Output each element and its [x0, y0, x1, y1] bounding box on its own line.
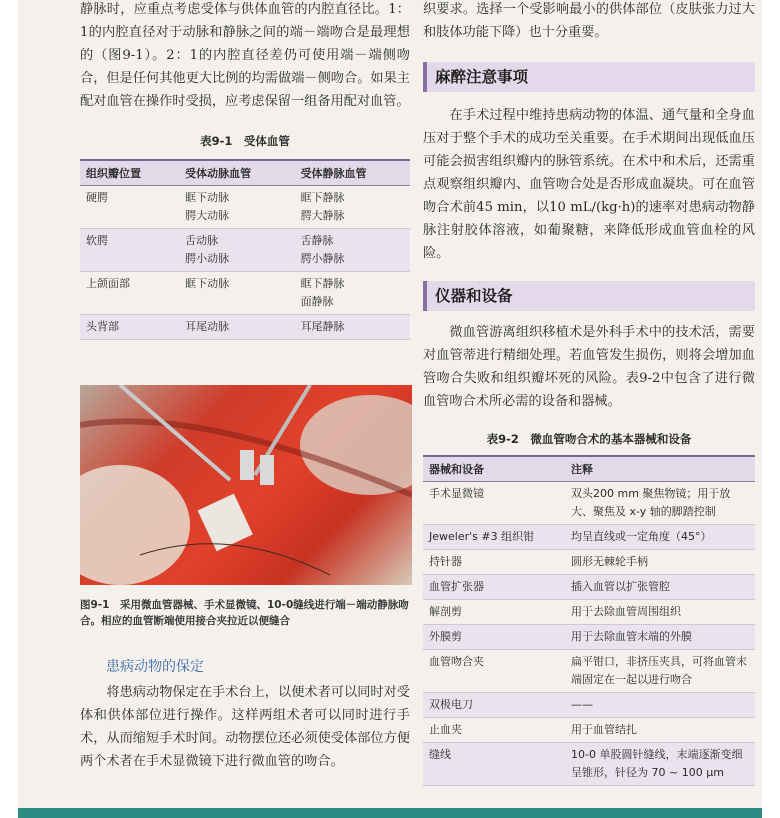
table-row: [423, 482, 755, 525]
cell-item: 血管扩张器: [423, 575, 565, 600]
cell-item: 双极电刀: [423, 693, 565, 718]
footer-strip: [18, 808, 762, 818]
recipient-vessel-table: [80, 159, 410, 340]
right-top-paragraph: 织要求。选择一个受影响最小的供体部位（皮肤张力过大和肢体功能下降）也十分重要。: [423, 2, 755, 40]
cell-vein: [295, 229, 410, 272]
table-row: [423, 525, 755, 550]
cell-item: 外膜剪: [423, 625, 565, 650]
section-anesthesia-title: 麻醉注意事项: [423, 62, 755, 92]
vein-name: 腭小静脉: [300, 252, 345, 265]
vein-name: 面静脉: [300, 295, 334, 308]
cell-item: 缝线: [423, 743, 565, 786]
figure-9-1-caption: 图9-1 采用微血管器械、手术显微镜、10-0缝线进行端－端动静脉吻合。相应的血管断端使用接合夹拉近以便缝合: [80, 599, 409, 627]
cell-vein: [295, 272, 410, 315]
anesthesia-paragraph: 在手术过程中维持患病动物的体温、通气量和全身血压对于整个手术的成功至关重要。在手术期间出现低血压可能会损害组织瓣内的脉管系统。在术中和术后，还需重点观察组织瓣内、血管吻合处是否形成血凝块。可在血管吻合术前45 min，以10 mL/(kg·h)的速率对患病动物静脉注射胶体溶液，如葡聚糖，来降低形成血管血栓的风险。: [423, 108, 755, 261]
artery-name: 腭大动脉: [185, 209, 230, 222]
artery-name: 眶下动脉: [185, 277, 230, 290]
col-header-vein: 受体静脉血管: [295, 160, 410, 186]
cell-note: 用于去除血管周围组织: [565, 600, 755, 625]
cell-item: Jeweler's #3 组织钳: [423, 525, 565, 550]
cell-item: 解剖剪: [423, 600, 565, 625]
positioning-paragraph: 将患病动物保定在手术台上，以便术者可以同时对受体和供体部位进行操作。这样两组术者可以同时进行手术，从而缩短手术时间。动物摆位还必须使受体部位方便两个术者在手术显微镜下进行微血管的吻合。: [80, 685, 410, 769]
intro-paragraph: 静脉时，应重点考虑受体与供体血管的内腔直径比。1：1的内腔直径对于动脉和静脉之间的端－端吻合是最理想的（图9-1）。2：1的内腔直径差仍可使用端－端侧吻合，但是任何其他更大比例的均需做端－侧吻合。如果主配对血管在操作时受损，应考虑保留一组备用配对血管。: [80, 2, 410, 109]
artery-name: 腭小动脉: [185, 252, 230, 265]
surgery-photo: [80, 385, 412, 585]
vein-name: 舌静脉: [300, 234, 334, 247]
table-row: [423, 743, 755, 786]
col-header-site: 组织瓣位置: [80, 160, 179, 186]
vein-name: 腭大静脉: [300, 209, 345, 222]
cell-item: 持针器: [423, 550, 565, 575]
table-9-2-title: 表9-2 微血管吻合术的基本器械和设备: [486, 432, 692, 446]
table-row: [423, 650, 755, 693]
cell-artery: [179, 315, 294, 340]
table-row: [80, 229, 410, 272]
cell-note: 插入血管以扩张管腔: [565, 575, 755, 600]
artery-name: 眶下动脉: [185, 191, 230, 204]
cell-item: 手术显微镜: [423, 482, 565, 525]
table-row: [80, 186, 410, 229]
cell-site: 头背部: [80, 315, 179, 340]
cell-item: 止血夹: [423, 718, 565, 743]
cell-artery: [179, 272, 294, 315]
cell-artery: [179, 229, 294, 272]
vein-name: 眶下静脉: [300, 191, 345, 204]
col-header-item: 器械和设备: [423, 456, 565, 482]
table-row: [423, 693, 755, 718]
table-header-row: [423, 456, 755, 482]
cell-vein: [295, 315, 410, 340]
artery-name: 耳尾动脉: [185, 320, 230, 333]
cell-artery: [179, 186, 294, 229]
positioning-section: [80, 655, 410, 773]
vein-name: 眶下静脉: [300, 277, 345, 290]
equipment-paragraph: 微血管游离组织移植术是外科手术中的技术活，需要对血管蒂进行精细处理。若血管发生损伤，则将会增加血管吻合失败和组织瓣坏死的风险。表9-2中包含了进行微血管吻合术所必需的设备和器械。: [423, 325, 755, 409]
table-row: [423, 718, 755, 743]
col-header-artery: 受体动脉血管: [179, 160, 294, 186]
instrument-table: [423, 455, 755, 786]
cell-note: 双头200 mm 聚焦物镜；用于放大、聚焦及 x-y 轴的脚踏控制: [565, 482, 755, 525]
cell-note: 用于血管结扎: [565, 718, 755, 743]
cell-site: 上颌面部: [80, 272, 179, 315]
table-9-1-title: 表9-1 受体血管: [200, 134, 290, 148]
table-row: [423, 575, 755, 600]
cell-note: 10-0 单股圆针缝线，末端逐渐变细呈锥形，针径为 70 ~ 100 μm: [565, 743, 755, 786]
left-column: [80, 0, 410, 340]
table-row: [423, 550, 755, 575]
book-page: [18, 0, 762, 818]
subhead-positioning: 患病动物的保定: [106, 659, 204, 675]
cell-site: 软腭: [80, 229, 179, 272]
col-header-note: 注释: [565, 456, 755, 482]
table-9-1: [80, 133, 410, 340]
cell-vein: [295, 186, 410, 229]
cell-note: 圆形无棘轮手柄: [565, 550, 755, 575]
right-column: [423, 0, 755, 786]
table-row: [423, 600, 755, 625]
cell-note: 用于去除血管末端的外膜: [565, 625, 755, 650]
section-equipment-title: 仪器和设备: [423, 281, 755, 311]
table-header-row: [80, 160, 410, 186]
table-row: [80, 272, 410, 315]
surgery-illustration: [80, 385, 412, 585]
cell-note: 均呈直线或一定角度（45°）: [565, 525, 755, 550]
cell-item: 血管吻合夹: [423, 650, 565, 693]
figure-caption-block: [80, 597, 412, 629]
cell-note: ——: [565, 693, 755, 718]
cell-note: 扁平钳口，非挤压夹具，可将血管末端固定在一起以进行吻合: [565, 650, 755, 693]
table-row: [423, 625, 755, 650]
table-row: [80, 315, 410, 340]
cell-site: 硬腭: [80, 186, 179, 229]
artery-name: 舌动脉: [185, 234, 219, 247]
vein-name: 耳尾静脉: [300, 320, 345, 333]
table-9-2: [423, 431, 755, 786]
